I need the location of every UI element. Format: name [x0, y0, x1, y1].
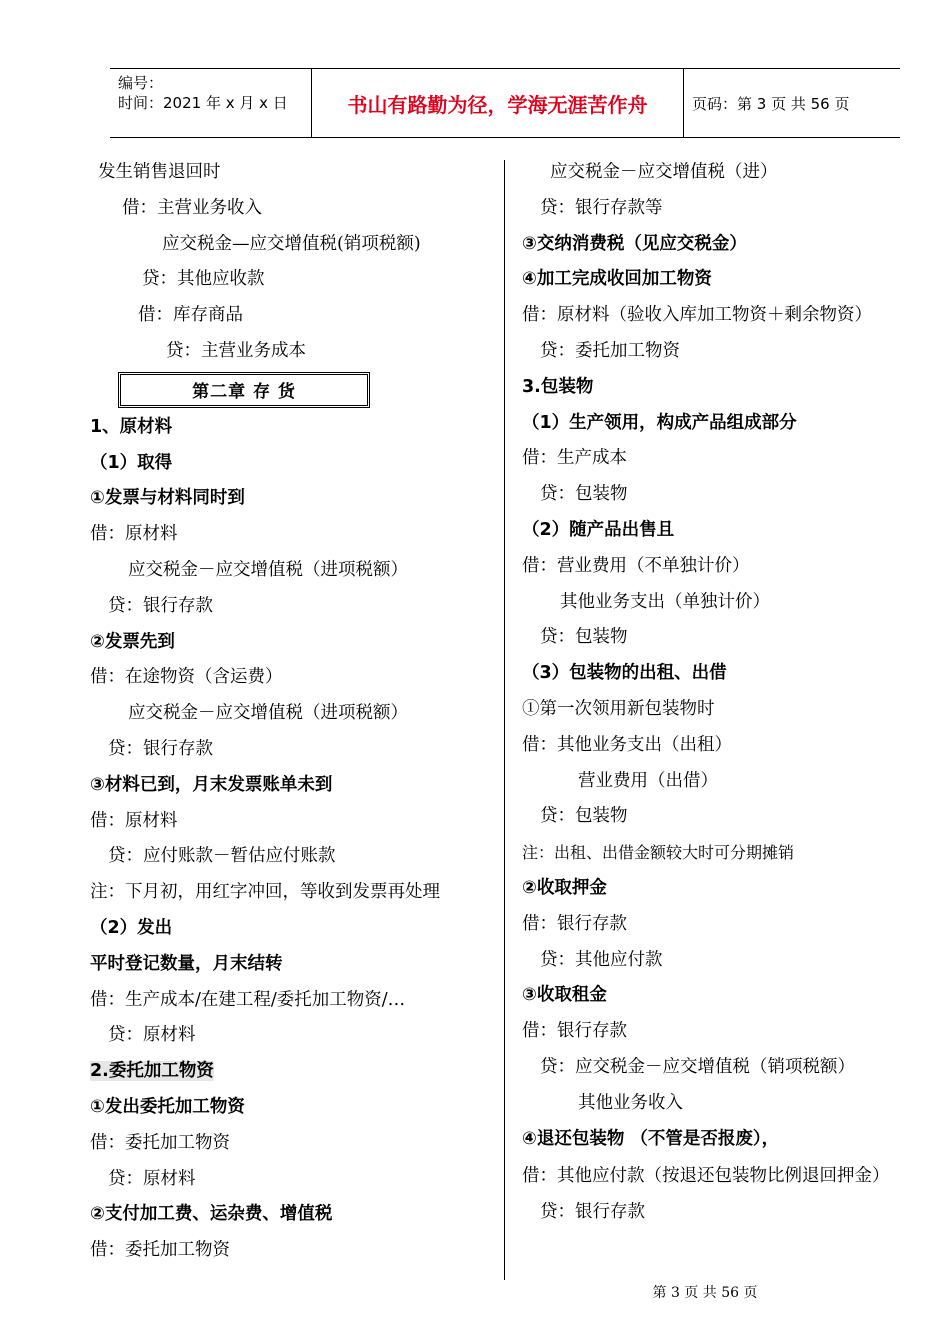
text-line [90, 410, 495, 446]
header-time: 时间：2021 年 x 月 x 日 [118, 94, 288, 112]
text-line-content: 借：在途物资（含运费） [90, 667, 283, 688]
text-line-content: 发生销售退回时 [98, 162, 221, 182]
text-line [90, 1233, 495, 1269]
text-line-content: ③收取租金 [522, 985, 607, 1006]
text-line-content: 贷：委托加工物资 [540, 340, 680, 361]
text-line [90, 1054, 495, 1090]
page-footer: 第 3 页 共 56 页 [652, 1285, 758, 1301]
left-section-top [90, 155, 495, 370]
text-line [522, 370, 922, 406]
text-line [522, 1122, 922, 1158]
text-line [522, 227, 922, 263]
text-line-content: 借：原材料 [90, 524, 178, 545]
column-divider [504, 160, 505, 1280]
text-line [522, 441, 922, 477]
text-line [90, 334, 495, 370]
text-line [90, 947, 495, 983]
text-line-content: 贷：其他应收款 [142, 269, 265, 290]
text-line [522, 549, 922, 585]
page-header [110, 68, 900, 138]
text-line-content: 贷：包装物 [540, 627, 628, 648]
text-line [522, 477, 922, 513]
text-line-content: 其他业务支出（单独计价） [560, 591, 770, 612]
text-line [522, 764, 922, 800]
text-line-content: ②收取押金 [522, 877, 607, 898]
text-line-content: 应交税金－应交增值税（进项税额） [128, 703, 408, 724]
text-line-content: 贷：应交税金－应交增值税（销项税额） [540, 1056, 855, 1077]
text-line-content: （3）包装物的出租、出借 [522, 663, 727, 684]
text-line [522, 1086, 922, 1122]
text-line-content: ①发票与材料同时到 [90, 488, 245, 509]
text-line-content: 借：原材料 [90, 810, 178, 831]
text-line-content: 3.包装物 [522, 376, 594, 397]
text-line [522, 692, 922, 728]
text-line [90, 553, 495, 589]
text-line [90, 1162, 495, 1198]
text-line [522, 155, 922, 191]
text-line-content: 平时登记数量，月末结转 [90, 953, 283, 974]
text-line-content: 借：其他业务支出（出租） [522, 734, 732, 755]
text-line-content: 应交税金－应交增值税（进项税额） [128, 559, 408, 580]
text-line-content: ①第一次领用新包装物时 [522, 698, 715, 719]
text-line-content: （2）随产品出售且 [522, 519, 675, 540]
text-line-content: 借：库存商品 [138, 305, 243, 326]
text-line-content: 借：营业费用（不单独计价） [522, 555, 750, 576]
text-line [522, 835, 922, 871]
text-line-content: ③材料已到，月末发票账单未到 [90, 774, 333, 795]
text-line [90, 1018, 495, 1054]
text-line [90, 625, 495, 661]
text-line [90, 1126, 495, 1162]
text-line-content: 1、原材料 [90, 416, 173, 437]
text-line [522, 1050, 922, 1086]
text-line-content: ④退还包装物 （不管是否报废）， [522, 1128, 780, 1149]
chapter-title: 第二章 存 货 [118, 372, 370, 408]
text-line-content: 借：委托加工物资 [90, 1240, 230, 1261]
header-number: 编号： [118, 74, 164, 92]
header-meta [110, 69, 312, 137]
text-line-content: 贷：银行存款 [540, 1202, 645, 1223]
text-line [90, 1197, 495, 1233]
text-line-content: 借：委托加工物资 [90, 1132, 230, 1153]
text-line-content: 其他业务收入 [578, 1092, 683, 1113]
text-line-content: 贷：应付账款－暂估应付账款 [108, 846, 336, 867]
text-line [522, 1157, 922, 1195]
text-line-content: （1）生产领用，构成产品组成部分 [522, 412, 797, 433]
text-line [522, 585, 922, 621]
text-line [90, 983, 495, 1019]
text-line [522, 799, 922, 835]
text-line [522, 978, 922, 1014]
text-line-content: 借：银行存款 [522, 913, 627, 934]
text-line-content: 营业费用（出借） [578, 770, 718, 791]
text-line-content: （2）发出 [90, 917, 173, 938]
text-line-content: 贷：包装物 [540, 484, 628, 505]
text-line [522, 871, 922, 907]
text-line [90, 227, 495, 263]
text-line [90, 481, 495, 517]
text-line [90, 298, 495, 334]
text-line-content: 注：出租、出借金额较大时可分期摊销 [522, 843, 795, 863]
header-page: 页码：第 3 页 共 56 页 [692, 94, 850, 113]
text-line [90, 696, 495, 732]
text-line-content: ①发出委托加工物资 [90, 1096, 245, 1117]
text-line-content: ②支付加工费、运杂费、增值税 [90, 1204, 333, 1225]
text-line [90, 875, 495, 911]
text-line [90, 911, 495, 947]
text-line [90, 446, 495, 482]
text-line-content: 贷：原材料 [108, 1025, 196, 1046]
text-line-content: 贷：银行存款等 [540, 197, 663, 218]
text-line-content: 2.委托加工物资 [90, 1061, 214, 1082]
text-line [522, 334, 922, 370]
text-line [522, 1195, 922, 1231]
text-line [522, 513, 922, 549]
text-line-content: 贷：银行存款 [108, 738, 213, 759]
text-line [90, 517, 495, 553]
header-motto: 书山有路勤为径，学海无涯苦作舟 [312, 69, 684, 137]
text-line-content: 借：主营业务收入 [122, 197, 262, 218]
text-line-content: 借：银行存款 [522, 1021, 627, 1042]
text-line-content: 借：生产成本 [522, 448, 627, 469]
text-line-content: 贷：原材料 [108, 1168, 196, 1189]
text-line [522, 656, 922, 692]
text-line [90, 262, 495, 298]
text-line-content: 注：下月初，用红字冲回，等收到发票再处理 [90, 882, 440, 903]
text-line-content: 贷：其他应付款 [540, 949, 663, 970]
text-line [90, 660, 495, 696]
left-column [90, 155, 495, 1269]
text-line [90, 768, 495, 804]
text-line-content: ④加工完成收回加工物资 [522, 269, 712, 290]
text-line [90, 589, 495, 625]
right-section-body [522, 155, 922, 1231]
text-line [522, 728, 922, 764]
text-line [90, 732, 495, 768]
text-line-content: 借：其他应付款（按退还包装物比例退回押金） [522, 1166, 890, 1187]
text-line-content: 贷：包装物 [540, 806, 628, 827]
text-line [522, 1014, 922, 1050]
text-line [90, 191, 495, 227]
text-line-content: 贷：银行存款 [108, 595, 213, 616]
text-line [90, 839, 495, 875]
text-line [522, 262, 922, 298]
text-line [522, 620, 922, 656]
right-column [522, 155, 922, 1231]
text-line-content: ②发票先到 [90, 631, 175, 652]
text-line-content: 应交税金－应交增值税（进） [550, 162, 778, 182]
text-line-content: ③交纳消费税（见应交税金） [522, 233, 747, 254]
text-line-content: 贷：主营业务成本 [166, 340, 306, 361]
text-line-content: 应交税金—应交增值税(销项税额) [162, 233, 421, 254]
text-line [90, 1090, 495, 1126]
text-line [522, 298, 922, 334]
text-line [90, 155, 495, 191]
text-line [522, 406, 922, 442]
text-line [522, 943, 922, 979]
text-line [522, 907, 922, 943]
text-line-content: 借：原材料（验收入库加工物资＋剩余物资） [522, 305, 872, 326]
text-line-content: 借：生产成本/在建工程/委托加工物资/… [90, 989, 406, 1010]
text-line [90, 804, 495, 840]
left-section-body [90, 410, 495, 1269]
text-line-content: （1）取得 [90, 452, 173, 473]
text-line [522, 191, 922, 227]
